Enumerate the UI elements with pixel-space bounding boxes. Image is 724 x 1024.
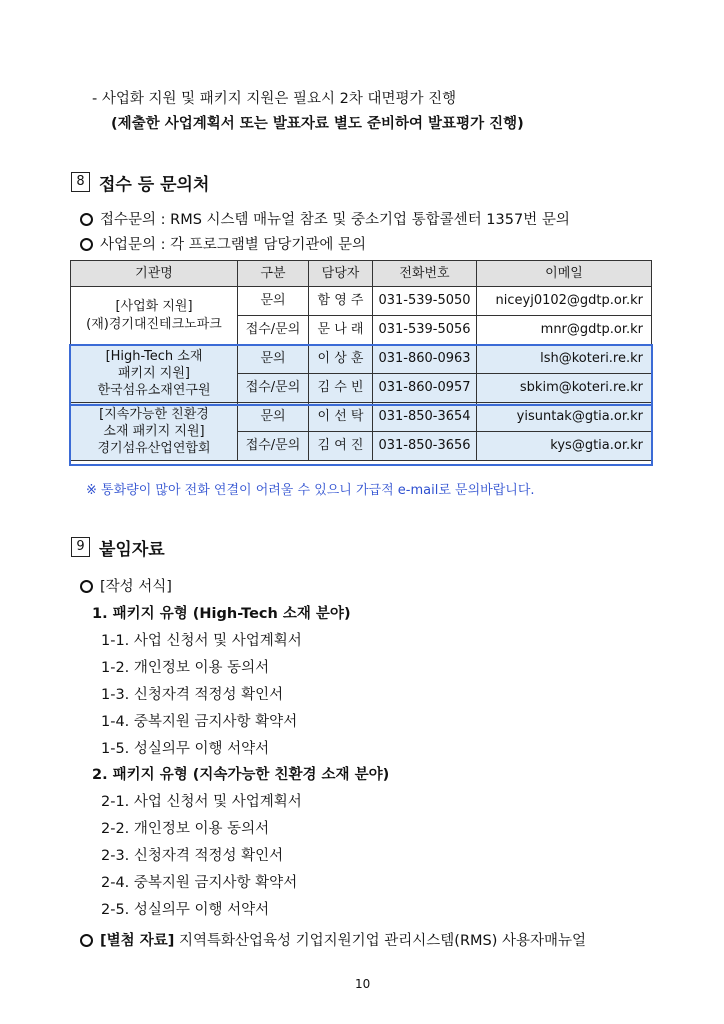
org-line: 패키지 지원] — [118, 366, 190, 381]
cell-phone: 031-539-5056 — [373, 316, 477, 345]
list-item: 1-1. 사업 신청서 및 사업계획서 — [101, 633, 302, 649]
list-item: 1-3. 신청자격 적정성 확인서 — [101, 687, 284, 703]
org-gdtp — [71, 287, 238, 345]
cell-person: 이 상 훈 — [309, 345, 373, 374]
org-koteri — [71, 345, 238, 403]
intro-line-2: (제출한 사업계획서 또는 발표자료 별도 준비하여 발표평가 진행) — [111, 116, 524, 132]
org-line: 소재 패키지 지원] — [103, 424, 205, 439]
package-1-title: 1. 패키지 유형 (High-Tech 소재 분야) — [92, 606, 351, 622]
bullet-circle-icon — [80, 934, 93, 947]
list-item: 1-4. 중복지원 금지사항 확약서 — [101, 714, 298, 730]
cell-email[interactable]: mnr@gdtp.or.kr — [477, 316, 652, 345]
org-line: 경기섬유산업연합회 — [97, 441, 211, 456]
contact-note: ※ 통화량이 많아 전화 연결이 어려울 수 있으니 가급적 e-mail로 문의바랍니다. — [86, 483, 535, 498]
table-header-row — [71, 261, 652, 287]
cell-phone: 031-860-0963 — [373, 345, 477, 374]
list-item: 2-3. 신청자격 적정성 확인서 — [101, 848, 284, 864]
cell-email[interactable]: lsh@koteri.re.kr — [477, 345, 652, 374]
attachment-line — [100, 929, 586, 950]
cell-type: 접수/문의 — [238, 374, 309, 403]
list-item: 1-5. 성실의무 이행 서약서 — [101, 741, 270, 757]
intro-line-1: - 사업화 지원 및 패키지 지원은 필요시 2차 대면평가 진행 — [92, 91, 457, 107]
cell-type: 접수/문의 — [238, 432, 309, 461]
contact-table — [70, 260, 652, 461]
header-org: 기관명 — [71, 261, 238, 287]
bullet-reception-inquiry: 접수문의 : RMS 시스템 매뉴얼 참조 및 중소기업 통합콜센터 1357번 문의 — [100, 212, 570, 228]
bullet-circle-icon — [80, 580, 93, 593]
cell-phone: 031-850-3654 — [373, 403, 477, 432]
cell-person: 이 선 탁 — [309, 403, 373, 432]
org-gtia — [71, 403, 238, 461]
forms-label: [작성 서식] — [100, 579, 172, 595]
header-type: 구분 — [238, 261, 309, 287]
cell-type: 접수/문의 — [238, 316, 309, 345]
attachment-label: [별첨 자료] — [100, 933, 175, 949]
section-8-title: 접수 등 문의처 — [99, 175, 210, 195]
org-line: [사업화 지원] — [115, 298, 193, 314]
cell-email[interactable]: niceyj0102@gdtp.or.kr — [477, 287, 652, 316]
package-2-title: 2. 패키지 유형 (지속가능한 친환경 소재 분야) — [92, 767, 390, 783]
section-8-number: 8 — [71, 172, 90, 192]
cell-person: 함 영 주 — [309, 287, 373, 316]
cell-email[interactable]: yisuntak@gtia.or.kr — [477, 403, 652, 432]
org-line: [지속가능한 친환경 — [99, 407, 209, 422]
cell-type: 문의 — [238, 403, 309, 432]
page-number: 10 — [355, 977, 371, 991]
list-item: 2-1. 사업 신청서 및 사업계획서 — [101, 794, 302, 810]
cell-type: 문의 — [238, 345, 309, 374]
header-email: 이메일 — [477, 261, 652, 287]
org-line: 한국섬유소재연구원 — [97, 383, 211, 398]
bullet-circle-icon — [80, 238, 93, 251]
cell-person: 문 나 래 — [309, 316, 373, 345]
section-9-number: 9 — [71, 537, 90, 557]
section-9-title: 붙임자료 — [99, 540, 165, 560]
cell-phone: 031-539-5050 — [373, 287, 477, 316]
org-line: (재)경기대진테크노파크 — [86, 316, 222, 332]
attachment-text: 지역특화산업육성 기업지원기업 관리시스템(RMS) 사용자매뉴얼 — [178, 933, 587, 949]
bullet-program-inquiry: 사업문의 : 각 프로그램별 담당기관에 문의 — [100, 237, 367, 253]
bullet-circle-icon — [80, 213, 93, 226]
list-item: 1-2. 개인정보 이용 동의서 — [101, 660, 270, 676]
table-row — [71, 345, 652, 374]
list-item: 2-2. 개인정보 이용 동의서 — [101, 821, 270, 837]
cell-person: 김 수 빈 — [309, 374, 373, 403]
cell-email[interactable]: sbkim@koteri.re.kr — [477, 374, 652, 403]
list-item: 2-5. 성실의무 이행 서약서 — [101, 902, 270, 918]
cell-email[interactable]: kys@gtia.or.kr — [477, 432, 652, 461]
list-item: 2-4. 중복지원 금지사항 확약서 — [101, 875, 298, 891]
org-line: [High-Tech 소재 — [105, 349, 203, 364]
cell-phone: 031-850-3656 — [373, 432, 477, 461]
header-person: 담당자 — [309, 261, 373, 287]
table-row — [71, 287, 652, 316]
cell-phone: 031-860-0957 — [373, 374, 477, 403]
cell-type: 문의 — [238, 287, 309, 316]
cell-person: 김 여 진 — [309, 432, 373, 461]
header-phone: 전화번호 — [373, 261, 477, 287]
table-row — [71, 403, 652, 432]
